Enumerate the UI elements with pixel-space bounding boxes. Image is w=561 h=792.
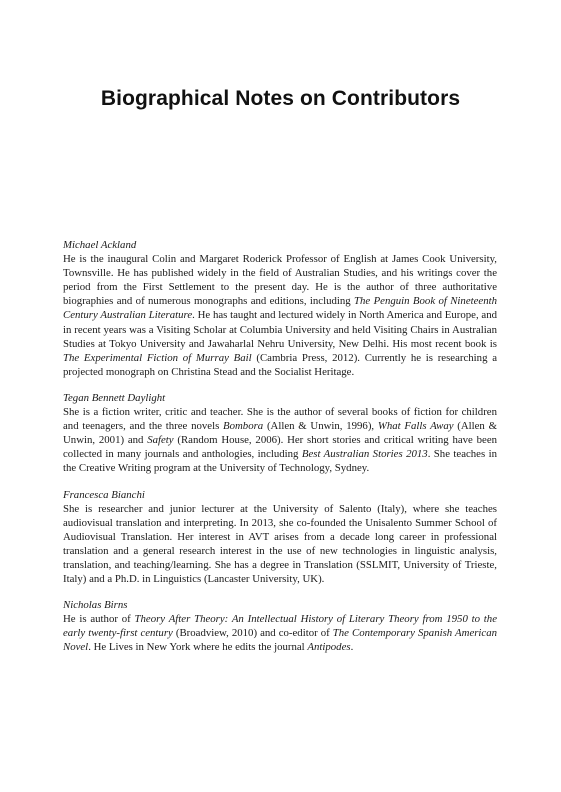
bio-text: . He has taught and lectured widely in North America and Europe, and in recent years was a Visiting Scholar at Columbia University and held Visiting Chairs in Australian Studies at Tokyo University and Jawaharlal Nehru University, New Delhi. His most recent book is bbox=[63, 309, 498, 350]
contributor-bio bbox=[63, 252, 497, 379]
contributor-list bbox=[63, 238, 497, 667]
contributor-name: Nicholas Birns bbox=[63, 599, 128, 612]
bio-text: (Broadview, 2010) and co-editor of bbox=[172, 627, 333, 640]
contributor-entry bbox=[63, 238, 497, 379]
italic-title-text: The Experimental Fiction of Murray Bail bbox=[63, 351, 252, 364]
bio-text: She is a fiction writer, critic and teacher. She is the author of several books of fiction for children and teenagers, and the three novels bbox=[63, 406, 497, 433]
bio-text: She is researcher and junior lecturer at the University of Salento (Italy), where she teaches audiovisual translation and interpreting. In 2013, she co-founded the Unisalento Summer School of Audiovisual Translation. Her interest in AVT arises from a decade long career in professional translation and a general research interest in the use of new technologies in linguistic analysis, translation, and teaching/learning. She has a degree in Translation (SSLMIT, University of Trieste, Italy) and a Ph.D. in Linguistics (Lancaster University, UK). bbox=[63, 502, 497, 586]
contributor-entry bbox=[63, 598, 497, 654]
contributor-name: Tegan Bennett Daylight bbox=[63, 391, 166, 404]
page-title: Biographical Notes on Contributors bbox=[100, 87, 461, 110]
bio-text: (Cambria Press, 2012). Currently he is researching a projected monograph on Christina Stead and the Socialist Heritage. bbox=[63, 351, 498, 378]
bio-text: . She teaches in the Creative Writing program at the University of Technology, Sydney. bbox=[63, 448, 497, 475]
italic-title-text: The Penguin Book of Nineteenth Century Australian Literature bbox=[63, 295, 497, 322]
contributor-entry bbox=[63, 488, 497, 587]
italic-title-text: The Contemporary Spanish American Novel bbox=[63, 627, 498, 654]
italic-title-text: Safety bbox=[147, 434, 174, 447]
contributor-bio bbox=[63, 612, 497, 654]
contributor-bio bbox=[63, 502, 497, 587]
bio-text: (Random House, 2006). Her short stories and critical writing have been collected in many journals and anthologies, including bbox=[63, 434, 498, 461]
contributor-entry bbox=[63, 391, 497, 476]
contributor-bio bbox=[63, 405, 497, 475]
bio-text: He is author of bbox=[63, 613, 135, 626]
bio-text: He is the inaugural Colin and Margaret Roderick Professor of English at James Cook University, Townsville. He has published widely in the field of Australian Studies, and his writings cover the period from the First Settlement to the present day. He is the author of three authoritative biographies and of numerous monographs and editions, including bbox=[63, 253, 497, 308]
italic-title-text: Theory After Theory: An Intellectual History of Literary Theory from 1950 to the early twenty-first century bbox=[63, 613, 497, 640]
bio-text: (Allen & Unwin, 1996), bbox=[263, 420, 378, 433]
contributor-name: Michael Ackland bbox=[63, 239, 137, 251]
italic-title-text: Antipodes bbox=[307, 641, 351, 654]
contributor-name: Francesca Bianchi bbox=[63, 488, 145, 501]
bio-text: . He Lives in New York where he edits the journal bbox=[88, 641, 308, 654]
italic-title-text: Best Australian Stories 2013 bbox=[301, 448, 428, 461]
italic-title-text: What Falls Away bbox=[377, 420, 454, 433]
bio-text: (Allen & Unwin, 2001) and bbox=[63, 420, 497, 447]
italic-title-text: Bombora bbox=[223, 420, 264, 433]
bio-text: . bbox=[350, 641, 354, 654]
